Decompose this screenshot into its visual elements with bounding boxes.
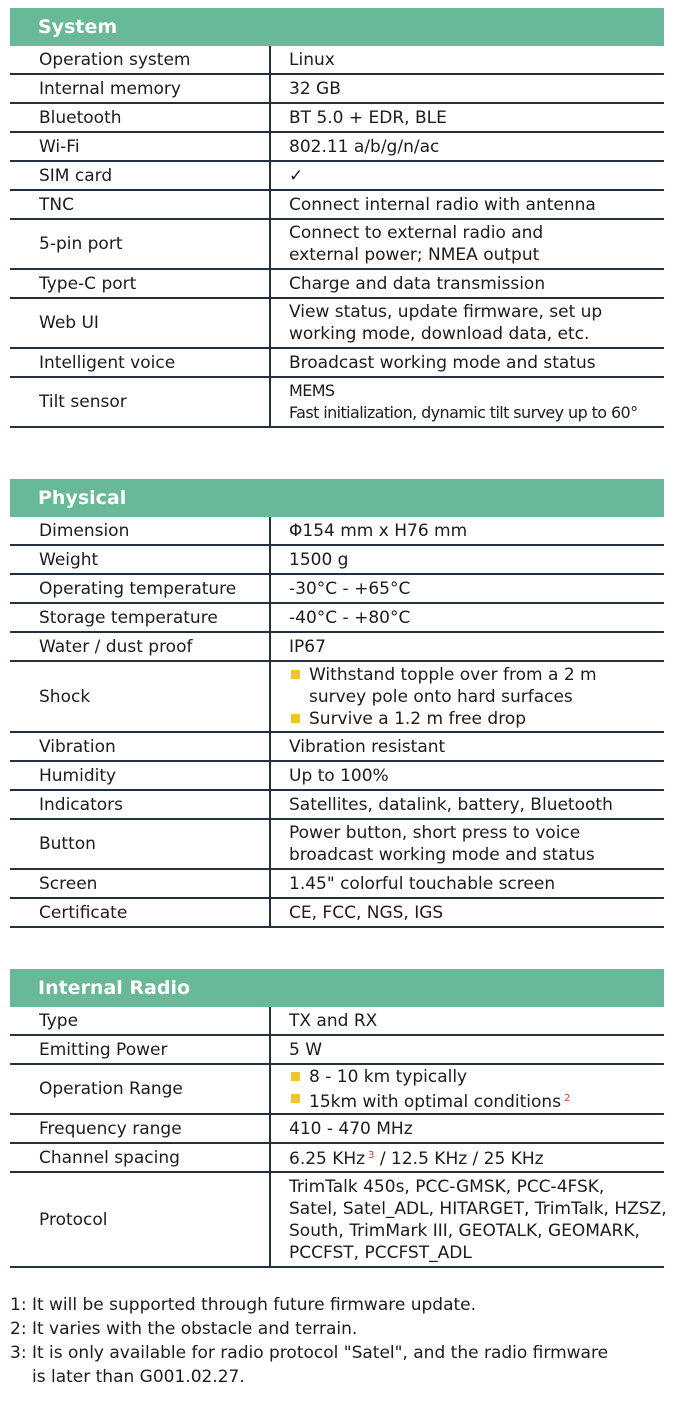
- footnote: is later than G001.02.27.: [32, 1367, 245, 1387]
- row-label: Operation system: [10, 46, 270, 74]
- footnote: 1: It will be supported through future firmware update.: [10, 1295, 477, 1315]
- value-line: PCCFST, PCCFST_ADL: [289, 1242, 472, 1263]
- bullet-icon: [291, 1094, 300, 1103]
- row-value: -30°C - +65°C: [270, 574, 664, 603]
- row-value: Up to 100%: [270, 761, 664, 790]
- row-label: Intelligent voice: [10, 348, 270, 377]
- value-line: Connect to external radio and: [289, 223, 544, 243]
- table-row: [10, 898, 664, 927]
- row-label: Internal memory: [10, 74, 270, 103]
- table-row: [10, 348, 664, 377]
- row-value: Charge and data transmission: [270, 269, 664, 298]
- row-label: Indicators: [10, 790, 270, 819]
- radio-table: [10, 1007, 667, 1268]
- table-row: [10, 574, 664, 603]
- row-label: Water / dust proof: [10, 632, 270, 661]
- value-line: Power button, short press to voice: [289, 823, 581, 843]
- row-value: Satellites, datalink, battery, Bluetooth: [270, 790, 664, 819]
- row-value: Vibration resistant: [270, 732, 664, 761]
- table-row: [10, 517, 664, 545]
- value-line: Satel, Satel_ADL, HITARGET, TrimTalk, HZSZ,: [289, 1198, 667, 1219]
- row-value: [270, 661, 664, 732]
- value-line: Fast initialization, dynamic tilt survey up to 60°: [289, 403, 638, 422]
- row-value: CE, FCC, NGS, IGS: [270, 898, 664, 927]
- table-row: [10, 190, 664, 219]
- table-row: [10, 219, 664, 269]
- row-label: TNC: [10, 190, 270, 219]
- physical-table: [10, 517, 664, 928]
- table-row: [10, 869, 664, 898]
- value-line: working mode, download data, etc.: [289, 324, 590, 344]
- row-value: 410 - 470 MHz: [270, 1114, 664, 1143]
- row-label: Channel spacing: [10, 1143, 270, 1172]
- table-row: [10, 46, 664, 74]
- table-row: [10, 1007, 664, 1035]
- row-label: Operation Range: [10, 1064, 270, 1114]
- row-label: Type-C port: [10, 269, 270, 298]
- row-label: Tilt sensor: [10, 377, 270, 427]
- value-line: View status, update firmware, set up: [289, 302, 603, 322]
- table-row: [10, 790, 664, 819]
- row-label: Bluetooth: [10, 103, 270, 132]
- row-value: 802.11 a/b/g/n/ac: [270, 132, 664, 161]
- table-row: [10, 545, 664, 574]
- footnote-marker: 3: [368, 1150, 375, 1161]
- row-label: Emitting Power: [10, 1035, 270, 1064]
- table-row: [10, 132, 664, 161]
- row-value: TX and RX: [270, 1007, 664, 1035]
- row-value: [270, 219, 664, 269]
- table-row: [10, 1114, 664, 1143]
- value-line: external power; NMEA output: [289, 245, 540, 265]
- value-line: TrimTalk 450s, PCC-GMSK, PCC-4FSK,: [289, 1176, 605, 1197]
- table-row: [10, 1035, 664, 1064]
- table-row: [10, 103, 664, 132]
- row-value: [270, 819, 664, 869]
- row-value: -40°C - +80°C: [270, 603, 664, 632]
- table-row: [10, 603, 664, 632]
- row-label: Screen: [10, 869, 270, 898]
- row-label: Operating temperature: [10, 574, 270, 603]
- value-line: South, TrimMark III, GEOTALK, GEOMARK,: [289, 1220, 640, 1241]
- section-header-system: System: [10, 8, 664, 46]
- table-row: [10, 1172, 664, 1267]
- row-value: 1500 g: [270, 545, 664, 574]
- footnote: 2: It varies with the obstacle and terrain.: [10, 1319, 358, 1339]
- list-item: 15km with optimal conditions $^2$: [289, 1088, 664, 1113]
- table-row: [10, 661, 664, 732]
- bullet-list: [289, 664, 664, 730]
- table-row: [10, 298, 664, 348]
- row-label: Web UI: [10, 298, 270, 348]
- value-line: MEMS: [289, 381, 335, 400]
- footnote: 3: It is only available for radio protocol "Satel", and the radio firmware: [10, 1343, 609, 1363]
- table-row: [10, 161, 664, 190]
- row-label: Frequency range: [10, 1114, 270, 1143]
- row-value: 5 W: [270, 1035, 664, 1064]
- table-row: [10, 1143, 664, 1172]
- radio-section: [10, 969, 667, 1268]
- row-value: BT 5.0 + EDR, BLE: [270, 103, 664, 132]
- table-row: [10, 632, 664, 661]
- table-row: [10, 819, 664, 869]
- row-value: [270, 1064, 664, 1114]
- bullet-list: [289, 1066, 664, 1113]
- row-label: Vibration: [10, 732, 270, 761]
- physical-section: [10, 479, 664, 928]
- row-label: Shock: [10, 661, 270, 732]
- table-row: [10, 761, 664, 790]
- row-value: Broadcast working mode and status: [270, 348, 664, 377]
- list-item: Survive a 1.2 m free drop: [289, 708, 664, 730]
- row-label: Certificate: [10, 898, 270, 927]
- table-row: [10, 269, 664, 298]
- row-label: Type: [10, 1007, 270, 1035]
- row-label: Button: [10, 819, 270, 869]
- row-label: SIM card: [10, 161, 270, 190]
- row-value: 6.25 KHz $^3$ / 12.5 KHz / 25 KHz: [270, 1143, 664, 1172]
- row-value: IP67: [270, 632, 664, 661]
- row-value: 32 GB: [270, 74, 664, 103]
- section-header-radio: Internal Radio: [10, 969, 664, 1007]
- list-item: 8 - 10 km typically: [289, 1066, 664, 1088]
- check-mark-icon: ✓: [270, 161, 664, 190]
- system-section: [10, 8, 664, 428]
- row-value: Connect internal radio with antenna: [270, 190, 664, 219]
- row-label: Wi-Fi: [10, 132, 270, 161]
- row-label: 5-pin port: [10, 219, 270, 269]
- list-item: Withstand topple over from a 2 m survey pole onto hard surfaces: [289, 664, 664, 708]
- row-label: Humidity: [10, 761, 270, 790]
- table-row: [10, 74, 664, 103]
- row-label: Storage temperature: [10, 603, 270, 632]
- table-row: [10, 1064, 664, 1114]
- table-row: [10, 732, 664, 761]
- table-row: [10, 377, 664, 427]
- section-header-physical: Physical: [10, 479, 664, 517]
- row-value: Φ154 mm x H76 mm: [270, 517, 664, 545]
- row-value: [270, 377, 664, 427]
- bullet-icon: [291, 670, 300, 679]
- footnote-marker: 2: [564, 1092, 571, 1104]
- value-line: broadcast working mode and status: [289, 845, 595, 865]
- row-label: Protocol: [10, 1172, 270, 1267]
- row-value: Linux: [270, 46, 664, 74]
- system-table: [10, 46, 664, 428]
- row-value: [270, 1172, 667, 1267]
- bullet-icon: [291, 714, 300, 723]
- bullet-icon: [291, 1072, 300, 1081]
- row-value: [270, 298, 664, 348]
- row-value: 1.45" colorful touchable screen: [270, 869, 664, 898]
- row-label: Weight: [10, 545, 270, 574]
- footnotes: [10, 1293, 670, 1389]
- row-label: Dimension: [10, 517, 270, 545]
